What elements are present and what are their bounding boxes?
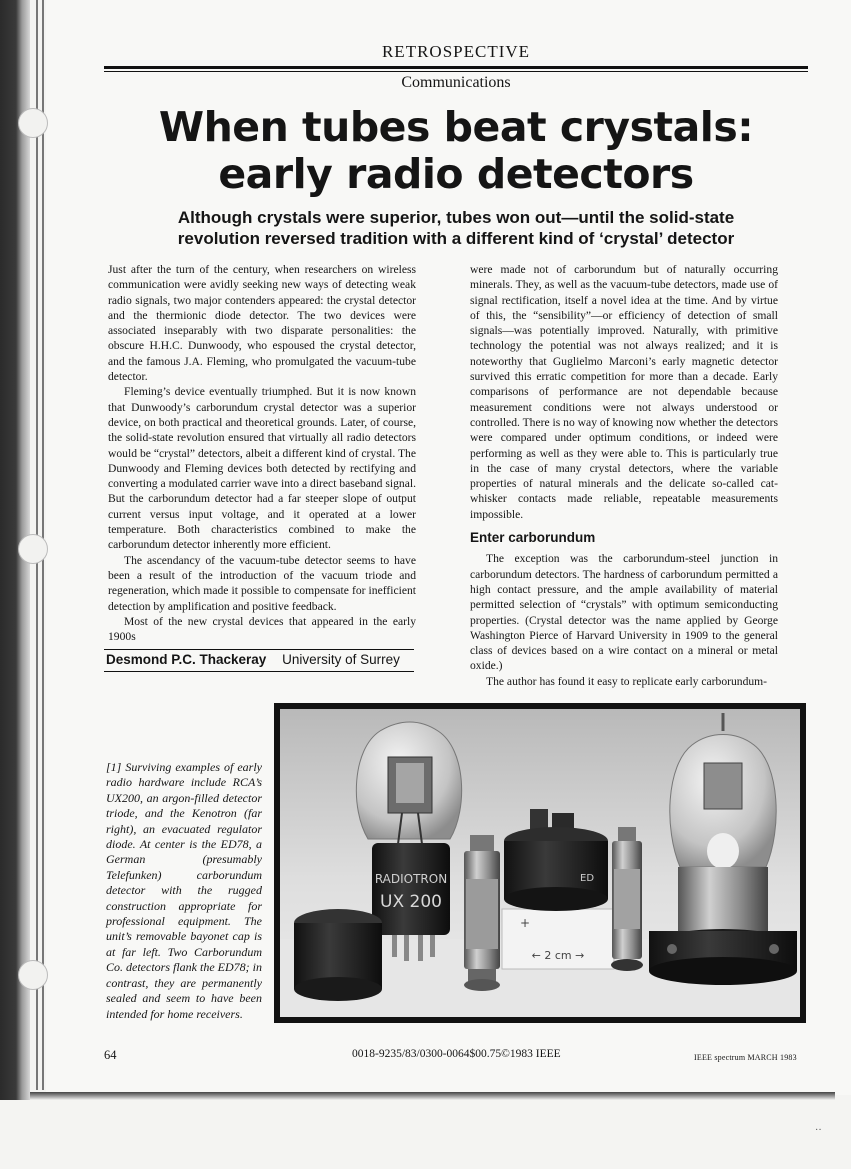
page-shadow xyxy=(30,1092,835,1100)
paragraph: The ascendancy of the vacuum-tube detector seems to have been a result of the introduction of the vacuum triode and regeneration, which made it possible to compensate for inefficient detection by amplification and positive feedback. xyxy=(108,553,416,613)
title-line-2: early radio detectors xyxy=(218,150,694,198)
deck-line-2: revolution reversed tradition with a different kind of ‘crystal’ detector xyxy=(177,229,735,248)
paragraph: Most of the new crystal devices that appeared in the early 1900s xyxy=(108,614,416,644)
author-name: Desmond P.C. Thackeray xyxy=(106,652,267,667)
byline xyxy=(106,652,416,667)
byline-rule xyxy=(104,671,414,672)
header-rule-thin xyxy=(104,71,808,72)
figure-caption: [1] Surviving examples of early radio hardware include RCA’s UX200, an argon-filled detector triode, and the Kenotron (far right), an evacuated regulator diode. At center is the ED78, a German (presumably Telefunken) carborundum detector with the rugged construction appropriate for professional equipment. The unit’s removable bayonet cap is at far left. Two Carborundum Co. detectors flank the ED78; in contrast, they are permanently sealed and seem to have been intended for home receivers. xyxy=(106,760,262,1021)
right-column xyxy=(470,262,778,689)
paragraph: were made not of carborundum but of naturally occurring minerals. They, as well as the vacuum-tube detectors, made use of signal rectification, itself a novel idea at the time. And by virtue of this, the “sensibility”—or efficiency of detection of small signals—was potentially improved. Naturally, with primitive technology the potential was not always realized; and it is noteworthy that Guglielmo Marconi’s early magnetic detector survived this erratic competition for more than a decade. Early comparisons of performance are not dependable because measurement conditions were not always understood or controlled. There is no way of knowing now whether the detectors were compared under optimum conditions, or indeed were performing as well as they were able to. This is particularly true in the case of many crystal detectors, where the variable properties of natural minerals and the delicate so-called cat-whisker contacts made reliable, repeatable measurements impossible. xyxy=(470,263,778,521)
tube-model-label: UX 200 xyxy=(380,892,442,912)
paragraph: Fleming’s device eventually triumphed. But it is now known that Dunwoody’s carborundum crystal detector was a superior device, on both practical and theoretical grounds. Later, of course, the solid-state revolution ensured that virtually all radio detectors would be “crystal” detectors, albeit a different kind of crystal. The Dunwoody and Fleming devices both detected by rectifying and converting a modulated carrier wave into a direct baseband signal. But the carborundum detector had a far steeper slope of output current versus input voltage, and it operated at a lower temperature. Both characteristics combined to make the carborundum detector inherently more efficient. xyxy=(108,385,416,552)
header-rule xyxy=(104,66,808,69)
journal-issue: IEEE spectrum MARCH 1983 xyxy=(694,1053,797,1062)
punch-hole xyxy=(18,534,48,564)
author-affiliation: University of Surrey xyxy=(282,652,400,667)
scale-label: ← 2 cm → xyxy=(531,949,585,962)
title-line-1: When tubes beat crystals: xyxy=(158,103,754,151)
article-deck xyxy=(104,207,808,249)
scan-speck: ·· xyxy=(815,1125,822,1136)
photo-area xyxy=(280,709,800,1017)
left-column xyxy=(108,262,416,644)
section-label: RETROSPECTIVE xyxy=(381,42,531,61)
figure-photo xyxy=(274,703,806,1023)
paragraph: The exception was the carborundum-steel junction in carborundum detectors. The hardness of carborundum permitted a high contact pressure, and the ample availability of material permitted selection of “crystals” with optimum semiconducting properties. (Crystal detector was the name applied by George Washington Pierce of Harvard University in 1909 to the general class of devices based on a wire contact on a mineral or metal oxide.) xyxy=(470,552,778,673)
punch-hole xyxy=(18,960,48,990)
subsection-label: Communications xyxy=(401,74,511,91)
article-title xyxy=(104,104,808,198)
subhead: Enter carborundum xyxy=(470,530,596,546)
byline-rule xyxy=(104,649,414,650)
tube-brand-label: RADIOTRON xyxy=(374,872,448,886)
photo-illustration xyxy=(280,709,800,1017)
paragraph: Just after the turn of the century, when researchers on wireless communication were avidly seeking new ways of detecting weak radio signals, two major contenders appeared: the crystal detector and the thermionic diode detector. The two devices were associated inseparably with two disparate personalities: the obscure H.H.C. Dunwoody, who espoused the crystal detector, and the famous J.A. Fleming, who promulgated the vacuum-tube detector. xyxy=(108,263,416,384)
detector-label: ED xyxy=(580,873,595,884)
page-number: 64 xyxy=(104,1048,117,1062)
copyright-line: 0018-9235/83/0300-0064$00.75©1983 IEEE xyxy=(352,1048,561,1060)
punch-hole xyxy=(18,108,48,138)
paragraph: The author has found it easy to replicate early carborundum- xyxy=(486,674,768,688)
card-plus-mark: + xyxy=(520,916,531,930)
deck-line-1: Although crystals were superior, tubes won out—until the solid-state xyxy=(177,208,735,227)
